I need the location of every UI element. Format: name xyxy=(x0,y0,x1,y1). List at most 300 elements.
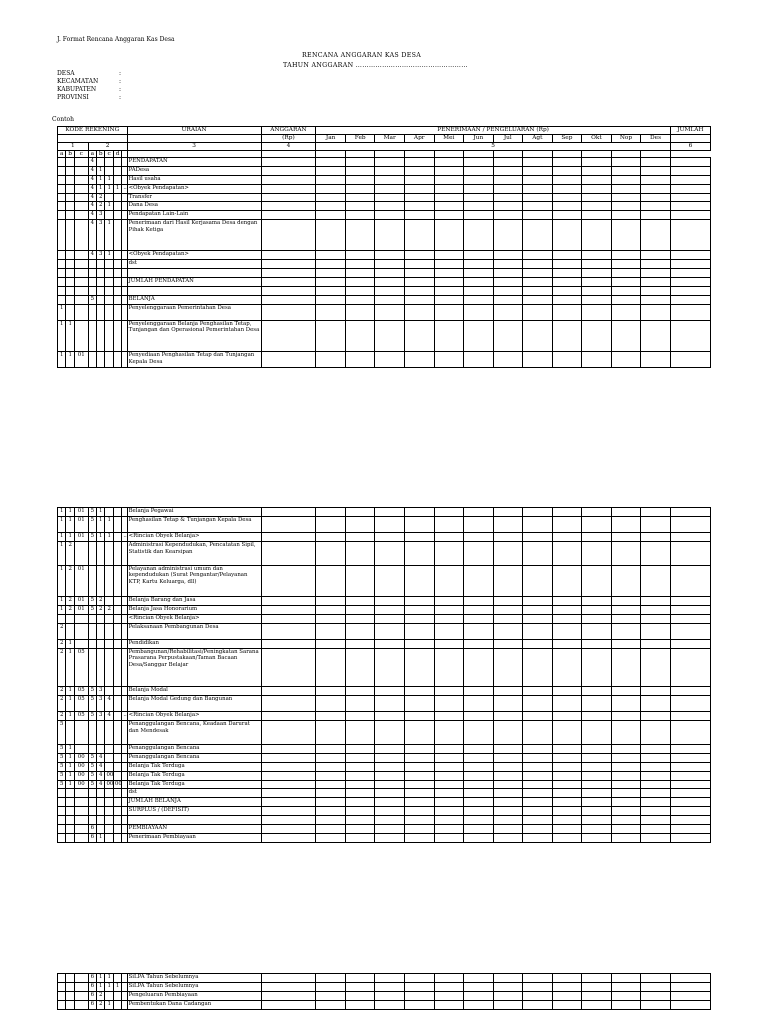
value-cell xyxy=(405,605,435,614)
header-blank xyxy=(127,150,261,158)
kode-cell xyxy=(88,789,96,798)
table-row xyxy=(58,596,711,605)
value-cell xyxy=(552,533,582,542)
kode-cell xyxy=(113,542,121,566)
kode-cell: 1 xyxy=(105,251,113,260)
value-cell xyxy=(434,269,464,278)
header-row-2 xyxy=(58,135,711,143)
value-cell xyxy=(316,825,346,834)
table-row xyxy=(58,516,711,532)
value-cell xyxy=(345,278,375,287)
value-cell xyxy=(261,696,316,712)
value-cell xyxy=(434,623,464,639)
kode-cell xyxy=(88,304,96,320)
value-cell xyxy=(316,762,346,771)
value-cell xyxy=(670,833,710,842)
value-cell xyxy=(316,833,346,842)
value-cell xyxy=(405,614,435,623)
value-cell xyxy=(434,780,464,789)
header-month-sep: Sep xyxy=(552,135,582,143)
value-cell xyxy=(611,295,641,304)
kode-cell xyxy=(113,596,121,605)
kode-cell: 4 xyxy=(105,712,113,721)
value-cell xyxy=(434,184,464,193)
header-sub-c: c xyxy=(105,150,113,158)
kode-cell xyxy=(88,807,96,816)
uraian-cell: Belanja Modal xyxy=(127,687,261,696)
value-cell xyxy=(493,508,523,517)
kode-cell: 1 xyxy=(105,533,113,542)
kode-cell: 1 xyxy=(105,1000,113,1009)
value-cell xyxy=(552,158,582,167)
kode-cell: 00 xyxy=(74,771,88,780)
value-cell xyxy=(611,744,641,753)
value-cell xyxy=(611,639,641,648)
value-cell xyxy=(405,789,435,798)
table-row xyxy=(58,193,711,202)
value-cell xyxy=(552,220,582,251)
value-cell xyxy=(641,807,671,816)
kode-cell: 00 xyxy=(74,780,88,789)
header-month-nop: Nop xyxy=(611,135,641,143)
value-cell xyxy=(670,158,710,167)
value-cell xyxy=(611,780,641,789)
kode-cell xyxy=(113,614,121,623)
value-cell xyxy=(552,516,582,532)
value-cell xyxy=(493,816,523,825)
value-cell xyxy=(434,833,464,842)
uraian-cell: Pembentukan Dana Cadangan xyxy=(127,1000,261,1009)
value-cell xyxy=(464,780,494,789)
kode-cell xyxy=(113,789,121,798)
value-cell xyxy=(582,565,612,596)
value-cell xyxy=(316,623,346,639)
uraian-cell: Belanja Jasa Honorarium xyxy=(127,605,261,614)
value-cell xyxy=(582,712,612,721)
value-cell xyxy=(405,721,435,745)
value-cell xyxy=(316,753,346,762)
kode-cell: 2 xyxy=(58,639,66,648)
kode-cell xyxy=(88,614,96,623)
value-cell xyxy=(523,278,553,287)
value-cell xyxy=(405,974,435,983)
value-cell xyxy=(375,639,405,648)
value-cell xyxy=(404,220,434,251)
value-cell xyxy=(552,565,582,596)
value-cell xyxy=(434,533,464,542)
value-cell xyxy=(493,762,523,771)
header-month-jun: Jun xyxy=(464,135,494,143)
value-cell xyxy=(552,295,582,304)
kode-cell: 1 xyxy=(66,320,74,351)
kode-cell xyxy=(66,278,74,287)
kode-cell xyxy=(105,286,113,295)
value-cell xyxy=(345,286,375,295)
table-row xyxy=(58,166,711,175)
value-cell xyxy=(464,789,494,798)
value-cell xyxy=(464,184,494,193)
value-cell xyxy=(641,648,671,687)
value-cell xyxy=(405,516,435,532)
kode-cell xyxy=(74,974,88,983)
value-cell xyxy=(493,260,523,269)
kode-cell xyxy=(113,158,121,167)
kode-cell xyxy=(74,825,88,834)
value-cell xyxy=(375,753,405,762)
value-cell xyxy=(261,982,316,991)
value-cell xyxy=(316,542,346,566)
value-cell xyxy=(582,533,612,542)
table-row xyxy=(58,295,711,304)
value-cell xyxy=(611,269,641,278)
value-cell xyxy=(316,816,346,825)
value-cell xyxy=(261,605,316,614)
kode-cell xyxy=(113,202,121,211)
value-cell xyxy=(670,712,710,721)
value-cell xyxy=(670,269,710,278)
kode-cell xyxy=(113,320,121,351)
kode-cell xyxy=(113,744,121,753)
kode-cell xyxy=(105,744,113,753)
value-cell xyxy=(641,721,671,745)
header-month-mei: Mei xyxy=(434,135,464,143)
table-row xyxy=(58,260,711,269)
kode-cell: 05 xyxy=(74,696,88,712)
kode-cell xyxy=(66,260,74,269)
value-cell xyxy=(345,352,375,368)
uraian-cell: Pelaksanaan Pembangunan Desa xyxy=(127,623,261,639)
kode-cell xyxy=(105,508,113,517)
kode-cell xyxy=(88,798,96,807)
kode-cell xyxy=(105,193,113,202)
value-cell xyxy=(404,184,434,193)
value-cell xyxy=(375,771,405,780)
uraian-cell: Belanja Pegawai xyxy=(127,508,261,517)
kode-cell xyxy=(74,798,88,807)
value-cell xyxy=(670,542,710,566)
value-cell xyxy=(552,614,582,623)
value-cell xyxy=(641,508,671,517)
uraian-cell: Transfer xyxy=(127,193,261,202)
value-cell xyxy=(345,211,375,220)
value-cell xyxy=(261,158,316,167)
value-cell xyxy=(493,352,523,368)
kode-cell xyxy=(113,1000,121,1009)
kode-cell xyxy=(105,762,113,771)
value-cell xyxy=(611,696,641,712)
value-cell xyxy=(493,158,523,167)
value-cell xyxy=(345,991,375,1000)
value-cell xyxy=(611,193,641,202)
value-cell xyxy=(523,175,553,184)
header-blank xyxy=(316,150,346,158)
value-cell xyxy=(582,286,612,295)
value-cell xyxy=(434,175,464,184)
value-cell xyxy=(316,614,346,623)
value-cell xyxy=(641,516,671,532)
value-cell xyxy=(375,974,405,983)
value-cell xyxy=(261,833,316,842)
value-cell xyxy=(434,220,464,251)
kode-cell: 4 xyxy=(97,780,105,789)
kode-cell xyxy=(88,623,96,639)
value-cell xyxy=(261,762,316,771)
value-cell xyxy=(493,744,523,753)
value-cell xyxy=(523,596,553,605)
kode-cell xyxy=(113,260,121,269)
info-sep: : xyxy=(119,94,122,101)
value-cell xyxy=(316,974,346,983)
value-cell xyxy=(670,260,710,269)
table-row xyxy=(58,798,711,807)
value-cell xyxy=(345,295,375,304)
value-cell xyxy=(641,542,671,566)
value-cell xyxy=(405,982,435,991)
value-cell xyxy=(493,211,523,220)
value-cell xyxy=(493,175,523,184)
kode-cell: 01 xyxy=(74,605,88,614)
value-cell xyxy=(523,789,553,798)
value-cell xyxy=(405,565,435,596)
kode-cell xyxy=(113,798,121,807)
value-cell xyxy=(670,721,710,745)
value-cell xyxy=(464,623,494,639)
value-cell xyxy=(582,614,612,623)
value-cell xyxy=(345,184,375,193)
kode-cell xyxy=(74,639,88,648)
kode-cell: 5 xyxy=(88,780,96,789)
value-cell xyxy=(316,320,346,351)
kode-cell: 1 xyxy=(105,202,113,211)
kode-cell xyxy=(74,158,88,167)
kode-cell xyxy=(74,175,88,184)
value-cell xyxy=(582,175,612,184)
value-cell xyxy=(316,744,346,753)
value-cell xyxy=(641,565,671,596)
value-cell xyxy=(261,798,316,807)
value-cell xyxy=(582,816,612,825)
value-cell xyxy=(611,771,641,780)
value-cell xyxy=(523,833,553,842)
kode-cell xyxy=(105,565,113,596)
info-label-kabupaten: KABUPATEN xyxy=(57,86,97,93)
kode-cell xyxy=(105,687,113,696)
value-cell xyxy=(464,798,494,807)
header-blank xyxy=(670,135,710,143)
uraian-cell: Penanggulangan Bencana xyxy=(127,753,261,762)
value-cell xyxy=(434,816,464,825)
value-cell xyxy=(434,565,464,596)
value-cell xyxy=(345,516,375,532)
kode-cell: 6 xyxy=(88,982,96,991)
value-cell xyxy=(261,974,316,983)
value-cell xyxy=(670,211,710,220)
value-cell xyxy=(523,753,553,762)
value-cell xyxy=(464,175,494,184)
uraian-cell: Pendapatan Lain-Lain xyxy=(127,211,261,220)
value-cell xyxy=(404,320,434,351)
value-cell xyxy=(261,648,316,687)
kode-cell xyxy=(113,166,121,175)
kode-cell xyxy=(88,816,96,825)
value-cell xyxy=(316,516,346,532)
kode-cell: 5 xyxy=(88,596,96,605)
kode-cell: 1 xyxy=(105,184,113,193)
kode-cell: 1 xyxy=(58,533,66,542)
kode-cell xyxy=(66,184,74,193)
value-cell xyxy=(345,220,375,251)
value-cell xyxy=(670,193,710,202)
kode-cell xyxy=(105,798,113,807)
value-cell xyxy=(493,295,523,304)
value-cell xyxy=(375,516,405,532)
kode-cell xyxy=(105,295,113,304)
value-cell xyxy=(670,605,710,614)
value-cell xyxy=(375,798,405,807)
value-cell xyxy=(670,220,710,251)
kode-cell xyxy=(74,623,88,639)
value-cell xyxy=(670,991,710,1000)
kode-cell: 5 xyxy=(88,533,96,542)
kode-cell xyxy=(74,982,88,991)
table-row xyxy=(58,753,711,762)
kode-cell: 1 xyxy=(97,175,105,184)
value-cell xyxy=(434,721,464,745)
value-cell xyxy=(434,295,464,304)
value-cell xyxy=(375,825,405,834)
kode-cell: 1 xyxy=(58,516,66,532)
info-sep: : xyxy=(119,86,122,93)
header-blank xyxy=(611,150,641,158)
kode-cell xyxy=(74,202,88,211)
value-cell xyxy=(582,269,612,278)
kode-cell xyxy=(58,816,66,825)
value-cell xyxy=(611,991,641,1000)
value-cell xyxy=(464,974,494,983)
value-cell xyxy=(434,648,464,687)
value-cell xyxy=(316,304,346,320)
value-cell xyxy=(345,533,375,542)
value-cell xyxy=(405,833,435,842)
year-line: TAHUN ANGGARAN …………………………………………… xyxy=(283,62,468,69)
table-row xyxy=(58,211,711,220)
kode-cell: 01 xyxy=(74,352,88,368)
value-cell xyxy=(316,712,346,721)
value-cell xyxy=(316,533,346,542)
value-cell xyxy=(345,753,375,762)
value-cell xyxy=(552,1000,582,1009)
header-sub-b: b xyxy=(97,150,105,158)
value-cell xyxy=(261,516,316,532)
kode-cell xyxy=(105,623,113,639)
value-cell xyxy=(434,605,464,614)
value-cell xyxy=(670,744,710,753)
uraian-cell: Belanja Tak Terduga xyxy=(127,771,261,780)
uraian-cell: <Rincian Obyek Belanja> xyxy=(127,533,261,542)
value-cell xyxy=(375,193,405,202)
value-cell xyxy=(375,721,405,745)
header-jumlah: JUMLAH xyxy=(670,127,710,135)
value-cell xyxy=(670,1000,710,1009)
value-cell xyxy=(345,260,375,269)
value-cell xyxy=(375,295,405,304)
table-row xyxy=(58,721,711,745)
kode-cell xyxy=(66,269,74,278)
uraian-cell: PEMBIAYAAN xyxy=(127,825,261,834)
table-row xyxy=(58,833,711,842)
kode-cell xyxy=(58,825,66,834)
budget-table-section-1 xyxy=(57,126,711,368)
value-cell xyxy=(523,211,553,220)
value-cell xyxy=(405,762,435,771)
value-cell xyxy=(464,202,494,211)
value-cell xyxy=(611,974,641,983)
value-cell xyxy=(552,753,582,762)
value-cell xyxy=(523,744,553,753)
value-cell xyxy=(523,320,553,351)
value-cell xyxy=(261,269,316,278)
value-cell xyxy=(523,158,553,167)
value-cell xyxy=(670,304,710,320)
value-cell xyxy=(434,744,464,753)
kode-cell xyxy=(105,542,113,566)
kode-cell xyxy=(113,175,121,184)
kode-cell xyxy=(58,211,66,220)
value-cell xyxy=(493,991,523,1000)
uraian-cell: Belanja Tak Terduga xyxy=(127,762,261,771)
kode-cell: 1 xyxy=(97,516,105,532)
kode-cell xyxy=(113,991,121,1000)
value-cell xyxy=(464,648,494,687)
value-cell xyxy=(523,780,553,789)
value-cell xyxy=(375,508,405,517)
value-cell xyxy=(493,982,523,991)
kode-cell xyxy=(113,623,121,639)
kode-cell xyxy=(88,286,96,295)
kode-cell xyxy=(66,193,74,202)
value-cell xyxy=(582,639,612,648)
value-cell xyxy=(316,251,346,260)
value-cell xyxy=(611,516,641,532)
value-cell xyxy=(464,639,494,648)
kode-cell xyxy=(66,211,74,220)
value-cell xyxy=(464,596,494,605)
value-cell xyxy=(493,278,523,287)
kode-cell xyxy=(113,508,121,517)
value-cell xyxy=(261,1000,316,1009)
value-cell xyxy=(316,696,346,712)
kode-cell: 4 xyxy=(88,175,96,184)
value-cell xyxy=(641,1000,671,1009)
kode-cell: ... xyxy=(122,184,127,193)
kode-cell xyxy=(58,833,66,842)
value-cell xyxy=(552,816,582,825)
value-cell xyxy=(375,251,405,260)
kode-cell xyxy=(74,286,88,295)
kode-cell xyxy=(97,278,105,287)
value-cell xyxy=(493,251,523,260)
kode-cell xyxy=(113,605,121,614)
value-cell xyxy=(345,982,375,991)
value-cell xyxy=(611,175,641,184)
value-cell xyxy=(434,596,464,605)
uraian-cell: <Obyek Pendapatan> xyxy=(127,184,261,193)
value-cell xyxy=(405,542,435,566)
info-label-kecamatan: KECAMATAN xyxy=(57,78,99,85)
value-cell xyxy=(611,833,641,842)
value-cell xyxy=(611,605,641,614)
kode-cell: 1 xyxy=(97,184,105,193)
